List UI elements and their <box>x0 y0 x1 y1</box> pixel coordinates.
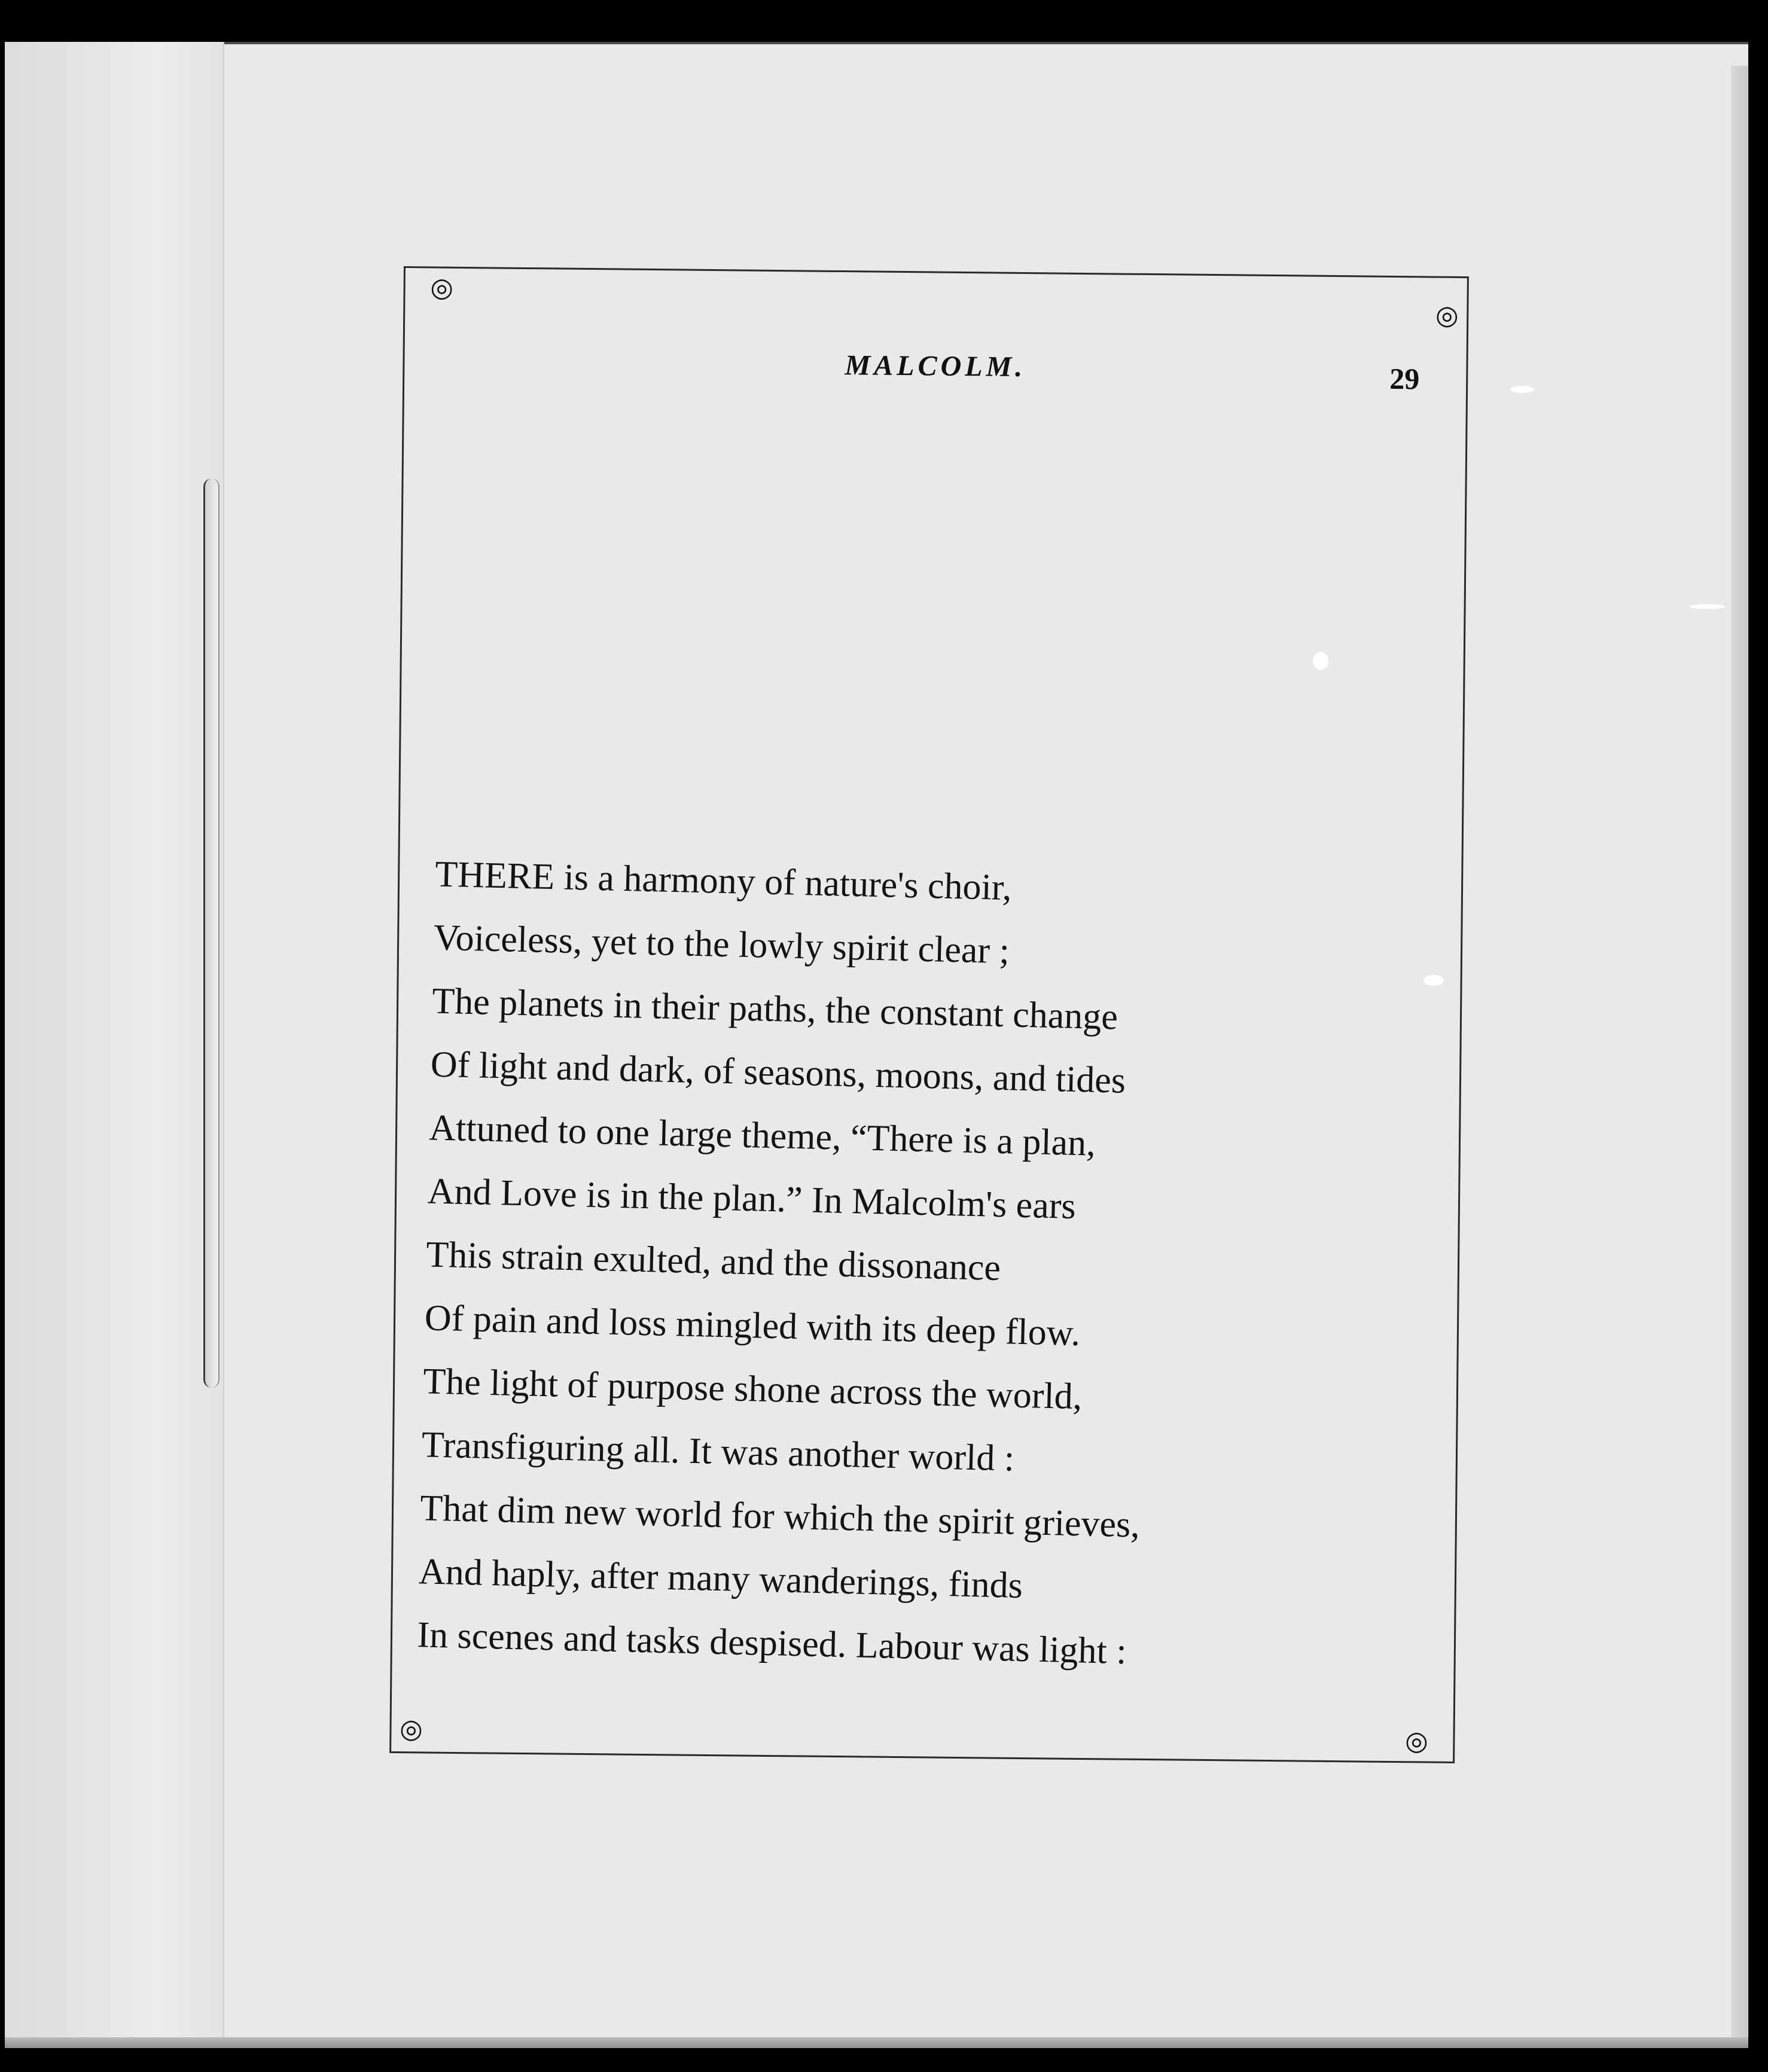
binding-fold <box>203 479 220 1388</box>
circle-ornament-icon: ◎ <box>1404 1726 1428 1757</box>
poem-line: Of pain and loss mingled with its deep flow. <box>424 1297 1081 1354</box>
poem-line: And haply, after many wanderings, finds <box>418 1551 1023 1607</box>
poem-text <box>416 843 1452 1691</box>
circle-ornament-icon: ◎ <box>430 272 454 303</box>
page-edge <box>1731 66 1748 2040</box>
poem-line: Voiceless, yet to the lowly spirit clear ; <box>433 917 1010 972</box>
bottom-edge-shadow <box>5 2037 1748 2048</box>
poem-line: The planets in their paths, the constant change <box>431 980 1118 1038</box>
poem-line: THERE is a harmony of nature's choir, <box>434 854 1013 909</box>
poem-line: In scenes and tasks despised. Labour was light : <box>416 1614 1127 1672</box>
page-number: 29 <box>1389 361 1420 396</box>
poem-line: And Love is in the plan.” In Malcolm's ears <box>427 1171 1077 1227</box>
running-head: MALCOLM. <box>845 349 1026 383</box>
text-frame <box>389 266 1469 1763</box>
poem-line: This strain exulted, and the dissonance <box>425 1234 1001 1288</box>
circle-ornament-icon: ◎ <box>1435 300 1459 331</box>
poem-line: That dim new world for which the spirit grieves, <box>419 1488 1141 1546</box>
poem-line: The light of purpose shone across the world, <box>422 1361 1083 1418</box>
circle-ornament-icon: ◎ <box>400 1714 423 1745</box>
poem-line: Of light and dark, of seasons, moons, and tides <box>430 1044 1126 1101</box>
poem-line: Transfiguring all. It was another world : <box>421 1424 1015 1479</box>
left-leaf <box>5 42 224 2043</box>
poem-line: Attuned to one large theme, “There is a plan, <box>428 1107 1096 1164</box>
